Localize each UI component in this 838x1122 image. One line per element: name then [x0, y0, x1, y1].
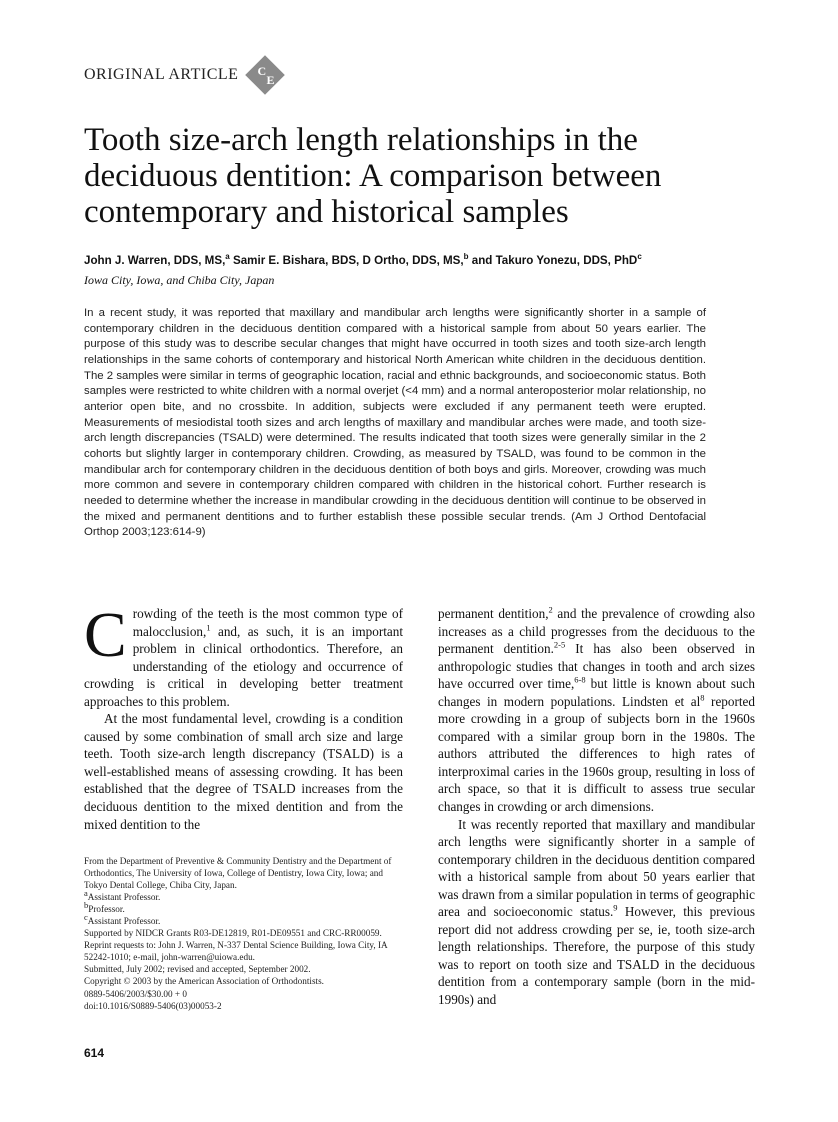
section-label: ORIGINAL ARTICLE	[84, 66, 239, 83]
citation-ref: 6-8	[574, 674, 586, 685]
citation-ref: 2-5	[553, 639, 566, 650]
footnote-supported: Supported by NIDCR Grants R03-DE12819, R01-DE09551 and CRC-RR00059.	[84, 928, 382, 939]
footnote-from: From the Department of Preventive & Community Dentistry and the Department of Orthodontics, The University of Iowa, College of Dentistry, Iowa City, Iowa; and Tokyo Dental College, Chiba City, Japan.	[84, 856, 392, 891]
ce-logo	[244, 54, 286, 96]
footnote-marker: b	[84, 900, 89, 911]
article-title: Tooth size-arch length relationships in the deciduous dentition: A comparison between contemporary and historical samples	[84, 122, 662, 230]
ce-logo-c: C	[257, 64, 267, 78]
abstract: In a recent study, it was reported that maxillary and mandibular arch lengths were significantly shorter in a sample of contemporary children in the deciduous dentition compared with a historical sample from about 50 years earlier. The purpose of this study was to describe secular changes that might have occurred in tooth sizes and tooth size-arch length relationships in the same cohorts of contemporary and historical North American white children in the deciduous dentition. The 2 samples were similar in terms of geographic location, racial and ethnic backgrounds, and socioeconomic status. Both samples were restricted to white children with a normal overjet (<4 mm) and a normal anteroposterior molar relationship, no anterior open bite, and no crossbite. In addition, subjects were excluded if any permanent teeth were erupted. Measurements of mesiodistal tooth sizes and arch lengths of maxillary and mandibular arches were made, and tooth size-arch length discrepancies (TSALD) were determined. The results indicated that tooth sizes were generally similar in the 2 cohorts but slightly larger in contemporary children. Crowding, as measured by TSALD, was found to be common in the mandibular arch for contemporary children in the deciduous dentition of both boys and girls. Moreover, crowding was much more common and severe in contemporary children compared with children in the historical cohort. Further research is needed to determine whether the increase in mandibular crowding in the deciduous dentition will continue to be observed in the mixed and permanent dentitions and to further establish these possible secular trends. (Am J Orthod Dentofacial Orthop 2003;123:614-9)	[84, 307, 706, 539]
citation-ref: 2	[548, 604, 553, 615]
citation-ref: 8	[700, 692, 705, 703]
footnote-text: Assistant Professor.	[87, 892, 161, 903]
body-paragraph: At the most fundamental level, crowding is a condition caused by some combination of small arch size and large teeth. Tooth size-arch length discrepancy (TSALD) is a well-established means of assessing crowding. It has been established that the degree of TSALD increases from the deciduous dentition to the mixed dentition and from the mixed dentition to the	[84, 711, 403, 832]
body-paragraph	[84, 599, 403, 710]
body-text: and the prevalence of crowding also increases as a child progresses from the deciduous to the permanent dentition.	[438, 606, 755, 657]
footnote-a	[84, 888, 403, 903]
author-bishara-sup: b	[463, 252, 469, 262]
body-column-left	[84, 599, 403, 833]
author-bishara: Samir E. Bishara, BDS, D Ortho, DDS, MS,	[232, 254, 464, 267]
body-paragraph	[438, 816, 755, 1009]
footnotes	[84, 855, 403, 1012]
footnote-marker: a	[84, 888, 88, 899]
drop-cap: C	[84, 599, 127, 670]
footnote-b	[84, 900, 403, 915]
body-paragraph	[438, 605, 755, 816]
body-text: but little is known about such changes in modern populations. Lindsten et al	[438, 676, 755, 709]
citation-ref: 1	[206, 622, 211, 633]
article-header	[84, 58, 286, 92]
body-text: reported more crowding in a group of subjects born in the 1960s compared with a similar group born in the 1980s. The authors attributed the differences to high rates of interproximal caries in the 1960s group, resulting in loss of arch space, so that it is difficult to assess true secular changes in crowding or arch dimensions.	[438, 693, 755, 815]
author-affiliation: Iowa City, Iowa, and Chiba City, Japan	[84, 273, 275, 287]
footnote-c	[84, 912, 403, 927]
page-number: 614	[84, 1046, 105, 1060]
footnote-text: Professor.	[88, 904, 125, 915]
citation-ref: 9	[613, 902, 618, 913]
footnote-doi: doi:10.1016/S0889-5406(03)00053-2	[84, 1000, 222, 1011]
ce-logo-e: E	[266, 73, 275, 87]
footnote-marker: c	[84, 912, 88, 923]
author-yonezu-sup: c	[637, 252, 642, 262]
body-text: rowding of the teeth is the most common type of malocclusion,	[132, 606, 403, 639]
body-column-right	[438, 605, 755, 1009]
body-text: It was recently reported that maxillary and mandibular arch lengths were significantly shorter in a sample of contemporary children in the deciduous dentition compared with a historical sample from about 50 years earlier that was drawn from a similar population in terms of geographic area and socioeconomic status.	[438, 816, 755, 920]
footnote-text: Assistant Professor.	[87, 916, 161, 927]
footnote-submitted: Submitted, July 2002; revised and accepted, September 2002.	[84, 964, 311, 975]
author-warren-sup: a	[225, 252, 230, 262]
footnote-reprint: Reprint requests to: John J. Warren, N-337 Dental Science Building, Iowa City, IA 52242-1010; e-mail, john-warren@uiowa.edu.	[84, 940, 388, 963]
author-warren: John J. Warren, DDS, MS,	[84, 254, 226, 267]
footnote-copyright: Copyright © 2003 by the American Association of Orthodontists.	[84, 976, 324, 987]
body-text: and, as such, it is an important problem in clinical orthodontics. Therefore, an understanding of the etiology and occurrence of crowding is critical in developing better treatment approaches to this problem.	[84, 623, 403, 709]
body-text: However, this previous report did not address crowding per se, ie, tooth size-arch length relationships. Therefore, the purpose of this study was to report on tooth size and TSALD in the deciduous dentition from a contemporary sample (born in the mid-1990s) and	[438, 904, 755, 1008]
author-line	[84, 254, 764, 267]
author-yonezu: and Takuro Yonezu, DDS, PhD	[471, 254, 638, 267]
footnote-price: 0889-5406/2003/$30.00 + 0	[84, 988, 187, 999]
body-text: It has also been observed in anthropologic studies that changes in tooth and arch sizes have occurred over time,	[438, 641, 756, 692]
body-text: permanent dentition,	[438, 606, 549, 621]
